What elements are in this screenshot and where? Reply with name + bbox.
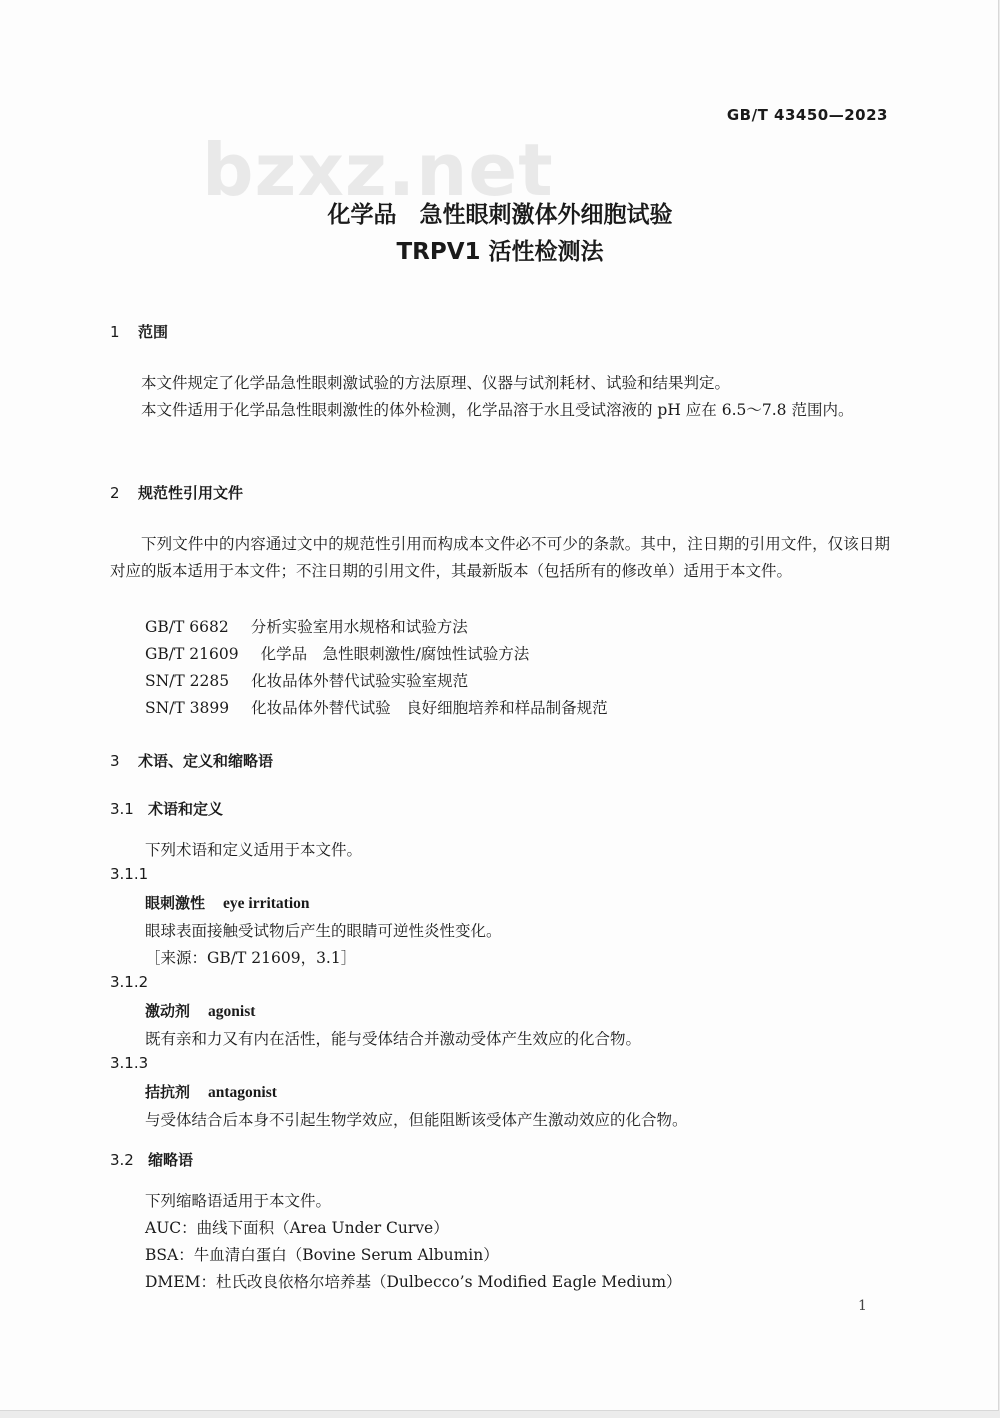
term-chinese: 拮抗剂 — [145, 1083, 191, 1101]
subsection-3-1-heading — [110, 798, 223, 819]
section-1-heading — [110, 321, 168, 342]
subsection-number: 3.2 — [110, 1151, 134, 1169]
term-chinese: 眼刺激性 — [145, 894, 206, 912]
term-number: 3.1.1 — [110, 865, 149, 883]
subsection-number: 3.1 — [110, 800, 134, 818]
term-heading — [145, 1081, 277, 1102]
document-title-line2: TRPV1 活性检测法 — [396, 239, 604, 265]
term-english: agonist — [208, 1003, 256, 1020]
section-number: 3 — [110, 752, 120, 770]
section-number: 1 — [110, 323, 120, 341]
normative-reference — [145, 642, 529, 664]
standard-number: GB/T 43450—2023 — [726, 106, 888, 124]
reference-code: SN/T 2285 — [145, 672, 230, 690]
section-1-paragraph-2: 本文件适用于化学品急性眼刺激性的体外检测，化学品溶于水且受试溶液的 pH 应在 6.5～7.8 范围内。 — [141, 401, 854, 419]
section-title: 规范性引用文件 — [138, 484, 244, 502]
term-heading — [145, 892, 310, 913]
section-title: 范围 — [138, 323, 169, 341]
abbreviation-item: DMEM：杜氏改良依格尔培养基（Dulbecco’s Modified Eagle Medium） — [145, 1273, 682, 1291]
page-number: 1 — [858, 1298, 867, 1314]
section-3-heading — [110, 750, 273, 771]
subsection-intro: 下列缩略语适用于本文件。 — [145, 1192, 332, 1210]
document-title-line1: 化学品 急性眼刺激体外细胞试验 — [327, 202, 673, 228]
term-heading — [145, 1000, 255, 1021]
reference-name: 化学品 急性眼刺激性/腐蚀性试验方法 — [260, 645, 530, 663]
section-2-paragraph: 下列文件中的内容通过文中的规范性引用而构成本文件必不可少的条款。其中，注日期的引用文件，仅该日期对应的版本适用于本文件；不注日期的引用文件，其最新版本（包括所有的修改单）适用于本文件。 — [110, 535, 890, 580]
abbreviation-item: BSA：牛血清白蛋白（Bovine Serum Albumin） — [145, 1246, 499, 1264]
reference-name: 化妆品体外替代试验实验室规范 — [251, 672, 469, 690]
section-number: 2 — [110, 484, 120, 502]
reference-code: GB/T 21609 — [145, 645, 239, 663]
subsection-title: 术语和定义 — [148, 800, 224, 818]
watermark: bzxz.net — [202, 128, 554, 212]
term-number: 3.1.3 — [110, 1054, 149, 1072]
term-definition: 既有亲和力又有内在活性，能与受体结合并激动受体产生效应的化合物。 — [145, 1030, 642, 1048]
subsection-3-2-heading — [110, 1149, 193, 1170]
subsection-intro: 下列术语和定义适用于本文件。 — [145, 841, 363, 859]
normative-reference — [145, 696, 608, 718]
section-title: 术语、定义和缩略语 — [138, 752, 274, 770]
abbreviation-item: AUC：曲线下面积（Area Under Curve） — [145, 1219, 449, 1237]
term-source: ［来源：GB/T 21609，3.1］ — [145, 949, 357, 967]
normative-reference — [145, 669, 468, 691]
reference-code: GB/T 6682 — [145, 618, 229, 636]
reference-code: SN/T 3899 — [145, 699, 230, 717]
section-2-heading — [110, 482, 243, 503]
normative-reference — [145, 615, 468, 637]
term-number: 3.1.2 — [110, 973, 149, 991]
term-definition: 与受体结合后本身不引起生物学效应，但能阻断该受体产生激动效应的化合物。 — [145, 1111, 688, 1129]
subsection-title: 缩略语 — [148, 1151, 194, 1169]
term-english: eye irritation — [223, 895, 310, 912]
term-english: antagonist — [208, 1084, 277, 1101]
term-chinese: 激动剂 — [145, 1002, 191, 1020]
term-definition: 眼球表面接触受试物后产生的眼睛可逆性炎性变化。 — [145, 922, 502, 940]
section-1-paragraph-1: 本文件规定了化学品急性眼刺激试验的方法原理、仪器与试剂耗材、试验和结果判定。 — [141, 374, 731, 392]
reference-name: 分析实验室用水规格和试验方法 — [250, 618, 468, 636]
reference-name: 化妆品体外替代试验 良好细胞培养和样品制备规范 — [251, 699, 608, 717]
